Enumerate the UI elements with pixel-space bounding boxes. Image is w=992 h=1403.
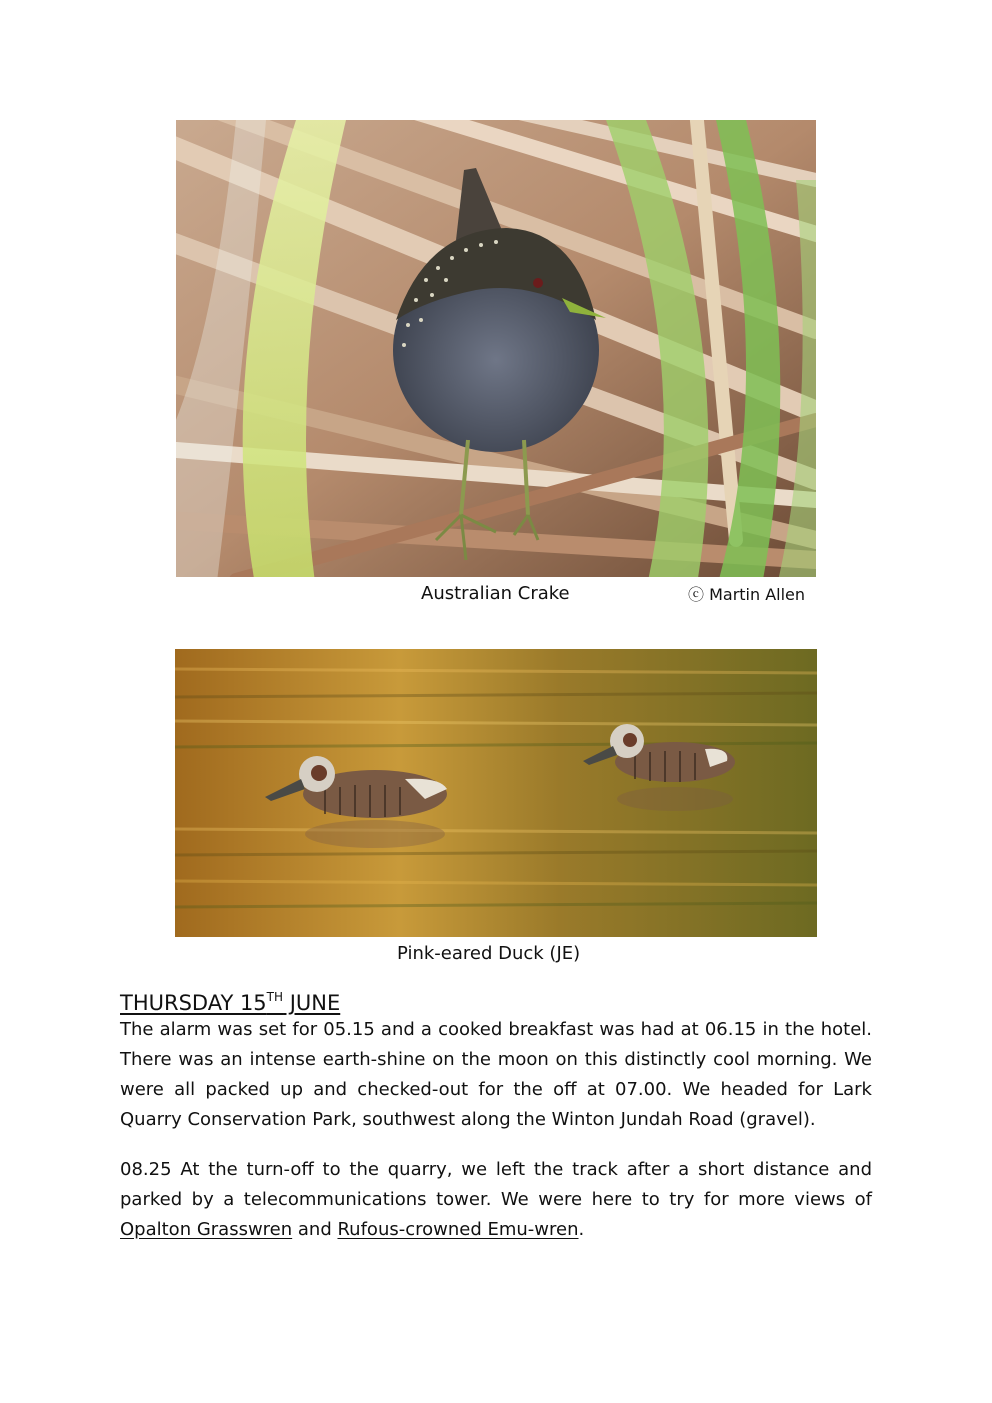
opalton-grasswren-link[interactable]: Opalton Grasswren <box>120 1219 293 1240</box>
paragraph-morning: The alarm was set for 05.15 and a cooked breakfast was had at 06.15 in the hotel. There was an intense earth-shine on the moon on this distinctly cool morning. We were all packed up and checked-out for the off at 07.00. We headed for Lark Quarry Conservation Park, southwest along the Winton Jundah Road (gravel). <box>120 1019 872 1130</box>
paragraph-quarry-text: 08.25 At the turn-off to the quarry, we left the track after a short distance and parked by a telecommunications tower. We were here to try for more views of <box>120 1159 872 1210</box>
duck-caption: Pink-eared Duck (JE) <box>397 943 581 964</box>
day-heading <box>120 983 340 1017</box>
paragraph-quarry-and: and <box>292 1219 338 1240</box>
crake-photo-credit: ⓒ Martin Allen <box>688 585 806 604</box>
day-heading-month: JUNE <box>283 991 341 1015</box>
rufous-crowned-emu-wren-link[interactable]: Rufous-crowned Emu-wren <box>337 1219 579 1240</box>
day-heading-ordinal: TH <box>266 990 284 1004</box>
paragraph-quarry-end: . <box>578 1219 585 1240</box>
paragraph-quarry <box>120 1155 872 1245</box>
pink-eared-duck-photo <box>175 649 817 937</box>
day-heading-text: THURSDAY 15 <box>120 991 267 1015</box>
crake-caption: Australian Crake <box>421 583 570 604</box>
crake-photo-illustration <box>176 120 816 577</box>
duck-photo-illustration <box>175 649 817 937</box>
australian-crake-photo <box>176 120 816 577</box>
